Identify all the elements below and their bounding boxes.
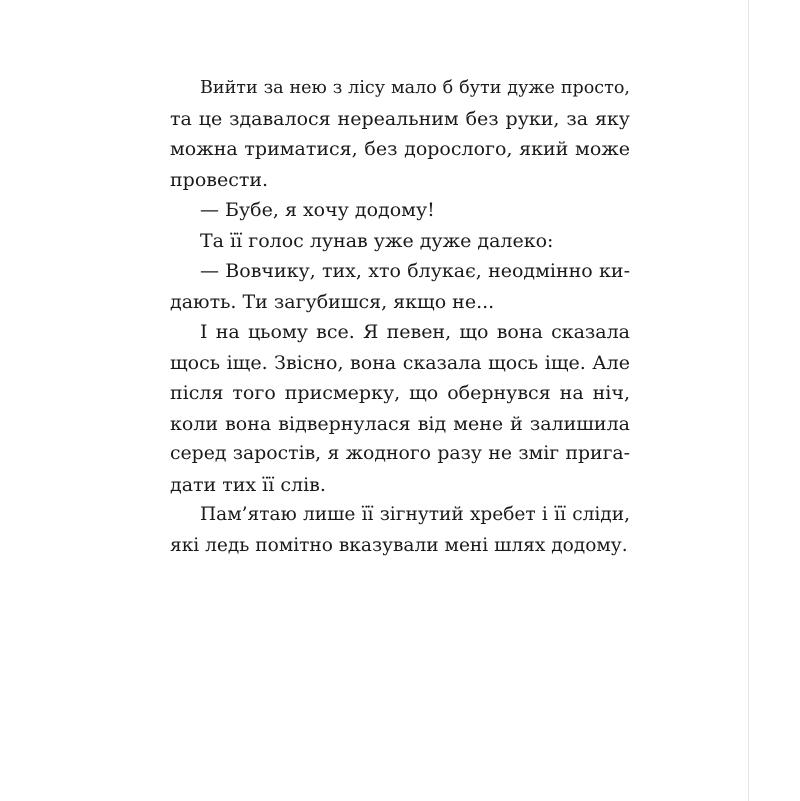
page-edge-divider [748,0,749,801]
text-line: Вийти за нею з лісу мало б бути дуже просто, [200,78,630,98]
paragraph [170,73,630,195]
text-line: дати тих її слів. [170,473,326,496]
text-line: щось іще. Звісно, вона сказала щось іще. Але [170,351,630,374]
text-line: серед заростів, я жодного разу не зміг прига- [170,443,630,464]
text-line: Та її голос лунав уже дуже далеко: [200,229,554,252]
text-line: — Вовчику, тих, хто блукає, неодмінно ки- [200,260,630,282]
text-line: І на цьому все. Я певен, що вона сказала [200,321,630,343]
text-line: можна триматися, без дорослого, який може [170,138,630,160]
text-line: та це здавалося нереальним без руки, за яку [170,107,630,130]
body-text [170,73,630,561]
text-line: після того присмерку, що обернувся на ніч, [170,382,630,404]
paragraph [170,226,630,257]
text-line: коли вона відвернулася від мене й залишила [170,412,630,435]
text-line: — Бубе, я хочу додому! [200,199,435,221]
paragraph [170,256,630,317]
text-line: дають. Ти загубишся, якщо не... [170,290,495,313]
paragraph [170,195,630,226]
paragraph [170,500,630,561]
text-line: які ледь помітно вказували мені шлях додому. [170,534,628,556]
text-line: Пам’ятаю лише її зігнутий хребет і її сліди, [200,504,630,525]
paragraph [170,317,630,500]
text-line: провести. [170,168,269,191]
